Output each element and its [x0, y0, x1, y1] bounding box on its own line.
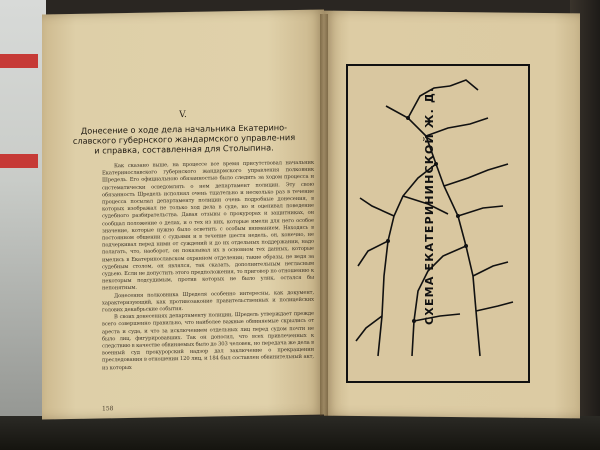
railway-line [414, 314, 460, 321]
railway-line [358, 241, 388, 266]
railway-line [412, 246, 466, 356]
background-red-stripe [0, 54, 38, 68]
chapter-number: V. [179, 109, 187, 121]
table-surface [0, 416, 600, 450]
background-red-stripe [0, 154, 38, 168]
railway-line [458, 206, 503, 216]
station-dot [406, 116, 410, 120]
book-gutter [320, 14, 328, 416]
map-title: СХЕМА ЕКАТЕРИНИНСКОЙ Ж. Д. [423, 86, 436, 325]
station-dot [464, 244, 468, 248]
station-dot [386, 239, 390, 243]
station-dot [412, 319, 416, 323]
left-page [42, 10, 324, 420]
railway-line [360, 198, 394, 216]
chapter-heading: Донесение о ходе дела начальника Екатерино-славского губернского жандармского управле-ния и справка, составленная для Столыпина. [72, 122, 296, 156]
station-dot [456, 214, 460, 218]
body-text [102, 160, 314, 373]
page-number: 158 [102, 405, 114, 413]
railway-line [473, 262, 508, 276]
paragraph: Донесения полковника Шределя особенно интересны, как документ, характеризующий, как противозаконие правительственных и полицейских голових декабрьские события. [102, 289, 314, 314]
railway-line [450, 80, 478, 90]
paragraph: В своих донесениях департаменту полиции, Шредель утверждает прежде всего совершенно правильно, что наиболее важные обвиняемые скрылись от ареста и суда, и что за исключением отдельных лиц перед судом почти не было лиц, фигурировавших. Так он доносил, что всех привлеченных к следствию в качестве обвиняемых было до 303 человек, но передача же дела в военный суд прокурорский надзор дал заключение о прекращении преследования в отношении 120 лиц, и 184 был составлен обвинительный акт, из которых [102, 310, 314, 372]
paragraph: Как сказано выше, на процессе все время присутствовал начальник Екатеринославского губернского жандармского управления полковник Шредель. Его официальною обязанностью было следить за ходом процесса и систематически осведомлять о нем департамент полиции. Эту свою обязанность Шредель исполнял очень тщательно и несколько раз в течение процесса посылал департаменту полиции очень подробные донесения, в которых изображал не только ход дела в суде, но и оценивал поведение судебного разбирательства. Давая отзывы о прокурорах и защитниках, он сообщал положение о делах, и о тех из них, которые имели для него особое значение, которые нужно было осветить с особым вниманием. Находясь в постоянном общении с судьями и в течение шестя недель, он, конечно, не подчеркивал перед ними от суждений и до их отдельных поддержании, надо полагать, что, наоборот, он показывал их в основном тех данных, которые имелись в Екатеринославском охранном отделении; такие образы, не ведя за судебным столом, он являлся, так сказать, дополнительным негласным судьею. Если не допустить этого предположения, то приговор по отношению к некоторым подсудимым, против которых не было улик, остался бы непонятным. [102, 159, 314, 292]
railway-line [444, 164, 508, 186]
railway-line [476, 302, 513, 311]
railway-scheme-map [346, 64, 530, 383]
railway-line [356, 316, 382, 341]
railway-lines [348, 66, 528, 381]
background-left [0, 0, 46, 450]
